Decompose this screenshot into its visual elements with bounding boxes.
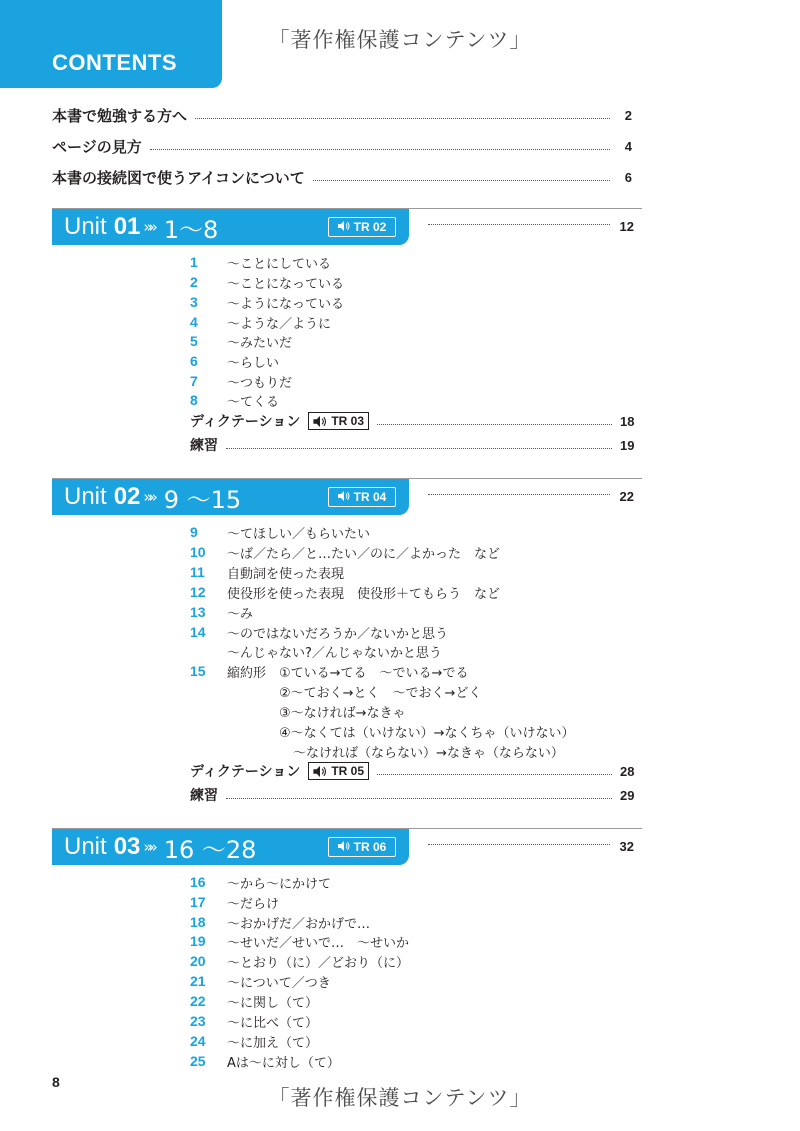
track-label: TR 06 — [353, 840, 387, 854]
list-item[interactable] — [190, 892, 279, 912]
unit-number: 03 — [113, 833, 141, 860]
unit-header-03[interactable] — [52, 829, 409, 865]
item-text: ～てくる — [227, 394, 280, 410]
chevron-icon: »» — [143, 218, 154, 236]
list-item[interactable] — [190, 371, 292, 391]
leader-dots — [150, 149, 610, 150]
item-continuation: ～んじゃない?／んじゃないかと思う — [227, 645, 442, 661]
item-number: 4 — [190, 314, 198, 330]
item-text: ～みたいだ — [227, 335, 293, 351]
speaker-icon — [338, 220, 350, 234]
item-text: 自動詞を使った表現 — [227, 566, 345, 582]
unit-page: 32 — [619, 839, 634, 854]
item-continuation: ④～なくては（いけない）→なくちゃ（いけない） — [279, 725, 575, 741]
chevron-icon: »» — [143, 838, 154, 856]
list-item[interactable] — [190, 562, 344, 582]
dictation-entry[interactable] — [190, 760, 634, 782]
unit-page: 12 — [619, 219, 634, 234]
item-number: 1 — [190, 254, 198, 270]
toc-entry-label: 本書の接続図で使うアイコンについて — [52, 168, 305, 187]
list-item[interactable] — [190, 312, 331, 332]
item-number: 17 — [190, 894, 206, 910]
practice-entry[interactable] — [190, 784, 634, 806]
unit-number: 02 — [113, 483, 141, 510]
item-text: ～おかげだ／おかげで… — [227, 916, 371, 932]
unit-number: 01 — [113, 213, 141, 240]
list-item[interactable] — [190, 951, 409, 971]
list-item[interactable] — [190, 912, 370, 932]
track-badge[interactable] — [328, 217, 396, 237]
item-text: ～のではないだろうか／ないかと思う — [227, 626, 449, 642]
track-badge[interactable] — [328, 837, 396, 857]
item-number: 24 — [190, 1033, 206, 1049]
track-badge[interactable] — [308, 412, 369, 430]
watermark-top: 「著作権保護コンテンツ」 — [268, 28, 532, 52]
item-number: 6 — [190, 353, 198, 369]
item-number: 10 — [190, 544, 206, 560]
leader-dots — [428, 224, 610, 225]
item-number: 18 — [190, 914, 206, 930]
toc-entry-page: 6 — [624, 169, 632, 185]
track-badge[interactable] — [328, 487, 396, 507]
item-number: 9 — [190, 524, 198, 540]
list-item[interactable] — [190, 602, 253, 622]
leader-dots — [313, 180, 610, 181]
list-item[interactable] — [190, 1031, 318, 1051]
item-number: 20 — [190, 953, 206, 969]
item-continuation: ③～なければ→なきゃ — [279, 705, 406, 721]
item-text: ～に加え（て） — [227, 1035, 319, 1051]
item-text: ～ことになっている — [227, 276, 345, 292]
dictation-page: 28 — [620, 763, 635, 779]
watermark-bottom: 「著作権保護コンテンツ」 — [268, 1086, 532, 1110]
unit-range: 9 ～15 — [163, 485, 242, 514]
item-text: 縮約形 ①ている→てる ～でいる→でる — [227, 665, 469, 681]
track-label: TR 03 — [331, 414, 365, 428]
list-item[interactable] — [190, 542, 500, 562]
toc-entry-page: 2 — [624, 107, 632, 123]
list-item[interactable] — [190, 661, 468, 681]
item-number: 5 — [190, 333, 198, 349]
item-continuation: ～なければ（ならない）→なきゃ（ならない） — [293, 745, 564, 761]
unit-word: Unit — [64, 483, 107, 510]
leader-dots — [377, 424, 612, 425]
item-text: ～から～にかけて — [227, 876, 332, 892]
leader-dots — [195, 118, 610, 119]
unit-range: 16 ～28 — [163, 835, 257, 864]
track-label: TR 04 — [353, 490, 387, 504]
leader-dots — [377, 774, 612, 775]
item-text: ～に関し（て） — [227, 995, 319, 1011]
unit-word: Unit — [64, 833, 107, 860]
toc-entry[interactable] — [52, 104, 632, 126]
item-text: ～ことにしている — [227, 256, 332, 272]
item-text: ～らしい — [227, 355, 280, 371]
item-number: 23 — [190, 1013, 206, 1029]
dictation-label: ディクテーション — [190, 764, 301, 780]
leader-dots — [428, 494, 610, 495]
leader-dots — [428, 844, 610, 845]
speaker-icon — [338, 490, 350, 504]
item-number: 21 — [190, 973, 206, 989]
item-text: ～について／つき — [227, 975, 331, 991]
practice-entry[interactable] — [190, 434, 634, 456]
item-number: 14 — [190, 624, 206, 640]
item-number: 15 — [190, 663, 206, 679]
item-text: Aは～に対し（て） — [227, 1055, 340, 1071]
unit-word: Unit — [64, 213, 107, 240]
practice-label: 練習 — [190, 788, 218, 804]
list-item[interactable] — [190, 351, 279, 371]
practice-page: 19 — [620, 437, 635, 453]
item-text: ～ような／ように — [227, 316, 332, 332]
unit-header-02[interactable] — [52, 479, 409, 515]
list-item[interactable] — [190, 991, 318, 1011]
toc-entry-page: 4 — [624, 138, 632, 154]
practice-page: 29 — [620, 787, 635, 803]
toc-entry-label: 本書で勉強する方へ — [52, 106, 188, 125]
item-number: 13 — [190, 604, 206, 620]
track-label: TR 05 — [331, 764, 365, 778]
list-item[interactable] — [190, 622, 448, 642]
speaker-icon — [338, 840, 350, 854]
toc-entry-label: ページの見方 — [52, 137, 142, 156]
speaker-icon — [313, 416, 327, 427]
track-badge[interactable] — [308, 762, 369, 780]
list-item[interactable] — [190, 1011, 318, 1031]
list-item[interactable] — [190, 582, 500, 602]
list-item[interactable] — [190, 931, 409, 951]
item-number: 19 — [190, 933, 206, 949]
item-text: ～ようになっている — [227, 296, 345, 312]
item-number: 12 — [190, 584, 206, 600]
practice-label: 練習 — [190, 438, 218, 454]
item-number: 11 — [190, 564, 205, 580]
unit-header-01[interactable] — [52, 209, 409, 245]
item-text: ～せいだ／せいで… ～せいか — [227, 935, 410, 951]
list-item[interactable] — [190, 1051, 340, 1071]
item-number: 2 — [190, 274, 198, 290]
item-text: ～てほしい／もらいたい — [227, 526, 371, 542]
item-text: ～み — [227, 606, 254, 622]
contents-title: CONTENTS — [52, 50, 177, 75]
item-number: 22 — [190, 993, 206, 1009]
dictation-label: ディクテーション — [190, 414, 301, 430]
list-item[interactable] — [190, 390, 279, 410]
item-number: 3 — [190, 294, 198, 310]
list-item[interactable] — [190, 872, 331, 892]
page-number: 8 — [52, 1074, 60, 1090]
list-item[interactable] — [190, 252, 331, 272]
item-number: 8 — [190, 392, 198, 408]
item-text: 使役形を使った表現 使役形＋てもらう など — [227, 586, 501, 602]
list-item[interactable] — [190, 292, 344, 312]
item-text: ～に比べ（て） — [227, 1015, 319, 1031]
leader-dots — [226, 798, 612, 799]
unit-range: 1～8 — [163, 215, 219, 244]
item-number: 25 — [190, 1053, 206, 1069]
item-number: 16 — [190, 874, 206, 890]
chevron-icon: »» — [143, 488, 154, 506]
toc-entry[interactable] — [52, 135, 632, 157]
track-label: TR 02 — [353, 220, 387, 234]
item-text: ～だらけ — [227, 896, 280, 912]
item-text: ～とおり（に）／どおり（に） — [227, 955, 410, 971]
item-number: 7 — [190, 373, 198, 389]
list-item[interactable] — [190, 331, 292, 351]
unit-page: 22 — [619, 489, 634, 504]
list-item[interactable] — [190, 272, 344, 292]
list-item[interactable] — [190, 971, 331, 991]
dictation-page: 18 — [620, 413, 635, 429]
leader-dots — [226, 448, 612, 449]
list-item[interactable] — [190, 522, 370, 542]
item-text: ～つもりだ — [227, 375, 293, 391]
item-text: ～ば／たら／と…たい／のに／よかった など — [227, 546, 501, 562]
speaker-icon — [313, 766, 327, 777]
item-continuation: ②～ておく→とく ～でおく→どく — [279, 685, 482, 701]
toc-entry[interactable] — [52, 166, 632, 188]
dictation-entry[interactable] — [190, 410, 634, 432]
